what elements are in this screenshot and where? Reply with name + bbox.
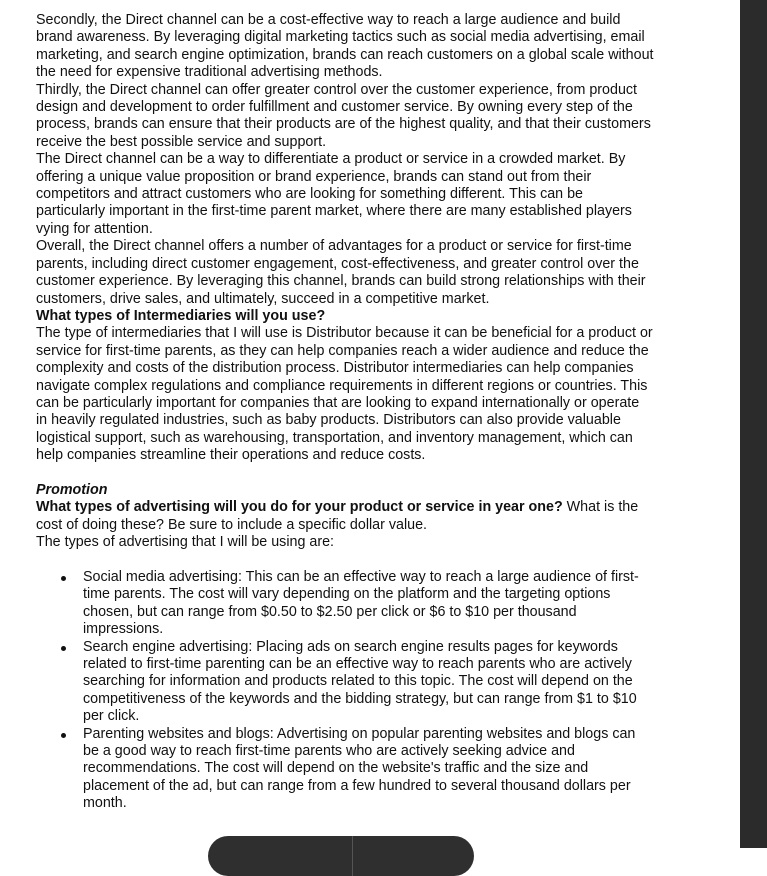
- advertising-question: [36, 499, 654, 534]
- advertising-intro: The types of advertising that I will be using are:: [36, 534, 335, 551]
- floating-toolbar[interactable]: [208, 836, 474, 876]
- blank-line: [36, 552, 654, 569]
- list-item-parenting-websites: Parenting websites and blogs: Advertising on popular parenting websites and blogs can be a good way to reach first-time parents who are actively seeking advice and recommendations. The cost will depend on the website's traffic and the size and placement of the ad, but can range from a few hundred to several thousand dollars per month.: [83, 726, 654, 813]
- paragraph-direct-cost: Secondly, the Direct channel can be a cost-effective way to reach a large audience and build brand awareness. By leveraging digital marketing tactics such as social media advertising, email marketing, and search engine optimization, brands can reach customers on a global scale without the need for expensive traditional advertising methods.: [36, 12, 654, 81]
- toolbar-divider: [352, 836, 353, 876]
- list-item-social-media: Social media advertising: This can be an effective way to reach a large audience of first-time parents. The cost will vary depending on the platform and the targeting options chosen, but can range from $0.50 to $2.50 per click or $6 to $10 per thousand impressions.: [83, 569, 654, 639]
- promotion-heading: Promotion: [36, 481, 108, 498]
- advertising-question-rest: What is the cost of doing these? Be sure to include a specific dollar value.: [36, 499, 639, 533]
- intermediaries-question: What types of Intermediaries will you use?: [36, 307, 326, 324]
- viewer-scroll-rail[interactable]: [740, 0, 767, 848]
- intermediaries-answer: The type of intermediaries that I will use is Distributor because it can be beneficial for a product or service for first-time parents, as they can help companies reach a wider audience and reduce the complexity and costs of the distribution process. Distributor intermediaries can help companies navigate complex regulations and compliance requirements in different regions or countries. This can be particularly important for companies that are looking to expand internationally or operate in heavily regulated industries, such as baby products. Distributors can also provide valuable logistical support, such as warehousing, transportation, and inventory management, which can help companies streamline their operations and reduce costs.: [36, 325, 653, 464]
- blank-line: [36, 465, 654, 482]
- paragraph-direct-control: Thirdly, the Direct channel can offer greater control over the customer experience, from product design and development to order fulfillment and customer service. By owning every step of the process, brands can ensure that their products are of the highest quality, and that their customers receive the best possible service and support.: [36, 81, 651, 150]
- advertising-question-bold: What types of advertising will you do for your product or service in year one?: [36, 499, 563, 516]
- paragraph-direct-overall: Overall, the Direct channel offers a number of advantages for a product or service for first-time parents, including direct customer engagement, cost-effectiveness, and greater control over the customer experience. By leveraging this channel, brands can build strong relationships with their customers, drive sales, and ultimately, succeed in a competitive market.: [36, 238, 646, 307]
- document-content: [36, 12, 654, 813]
- paragraph-direct-differentiate: The Direct channel can be a way to differentiate a product or service in a crowded market. By offering a unique value proposition or brand experience, brands can stand out from their competitors and attract customers who are looking for something different. This can be particularly important in the first-time parent market, where there are many established players vying for attention.: [36, 151, 632, 237]
- advertising-list: [36, 569, 654, 813]
- list-item-search-engine: Search engine advertising: Placing ads on search engine results pages for keywords related to first-time parenting can be an effective way to reach parents who are actively searching for information and products related to this topic. The cost will depend on the competitiveness of the keywords and the bidding strategy, but can range from $1 to $10 per click.: [83, 639, 654, 726]
